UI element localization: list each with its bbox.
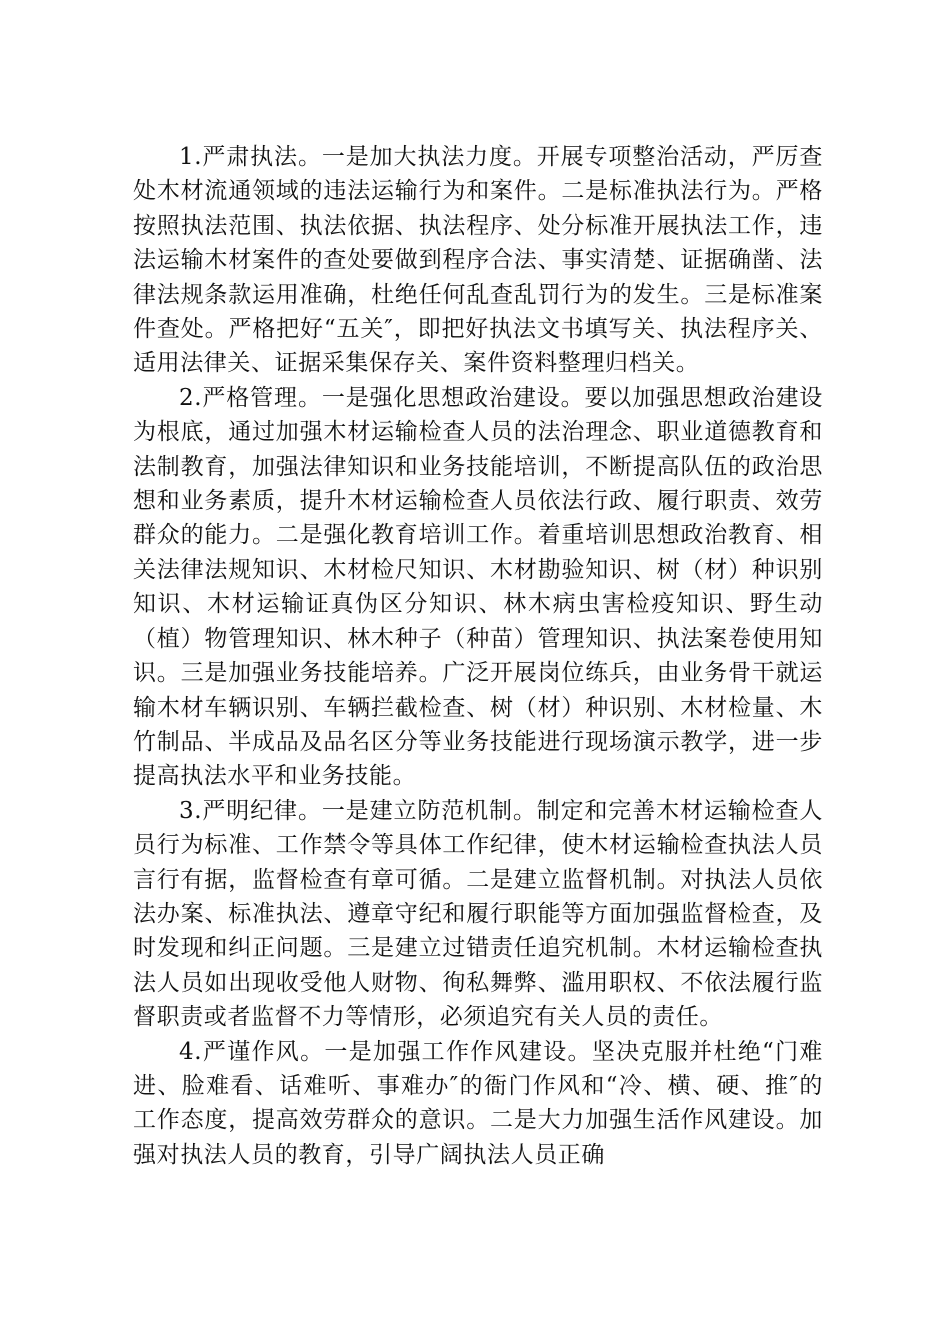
paragraph-rigorous-style: 4.严谨作风。一是加强工作作风建设。坚决克服并杜绝“门难进、脸难看、话难听、事难办″的衙门作风和“冷、横、硬、推″的工作态度，提高效劳群众的意识。二是大力加强生活作风建设。加强对执法人员的教育，引导广阔执法人员正确 [133,1038,823,1168]
document-body [133,140,823,1172]
paragraph-strict-management: 2.严格管理。一是强化思想政治建设。要以加强思想政治建设为根底，通过加强木材运输检查人员的法治理念、职业道德教育和法制教育，加强法律知识和业务技能培训，不断提高队伍的政治思想和业务素质，提升木材运输检查人员依法行政、履行职责、效劳群众的能力。二是强化教育培训工作。着重培训思想政治教育、相关法律法规知识、木材检尺知识、木材勘验知识、树（材）种识别知识、木材运输证真伪区分知识、林木病虫害检疫知识、野生动（植）物管理知识、林木种子（种苗）管理知识、执法案卷使用知识。三是加强业务技能培养。广泛开展岗位练兵，由业务骨干就运输木材车辆识别、车辆拦截检查、树（材）种识别、木材检量、木竹制品、半成品及品名区分等业务技能进行现场演示教学，进一步提高执法水平和业务技能。 [133,384,823,790]
paragraph-strict-discipline: 3.严明纪律。一是建立防范机制。制定和完善木材运输检查人员行为标准、工作禁令等具体工作纪律，使木材运输检查执法人员言行有据，监督检查有章可循。二是建立监督机制。对执法人员依法办案、标准执法、遵章守纪和履行职能等方面加强监督检查，及时发现和纠正问题。三是建立过错责任追究机制。木材运输检查执法人员如出现收受他人财物、徇私舞弊、滥用职权、不依法履行监督职责或者监督不力等情形，必须追究有关人员的责任。 [133,797,823,1031]
paragraph-strict-enforcement: 1.严肃执法。一是加大执法力度。开展专项整治活动，严厉查处木材流通领域的违法运输行为和案件。二是标准执法行为。严格按照执法范围、执法依据、执法程序、处分标准开展执法工作，违法运输木材案件的查处要做到程序合法、事实清楚、证据确凿、法律法规条款运用准确，杜绝任何乱查乱罚行为的发生。三是标准案件查处。严格把好“五关″，即把好执法文书填写关、执法程序关、适用法律关、证据采集保存关、案件资料整理归档关。 [133,144,823,377]
